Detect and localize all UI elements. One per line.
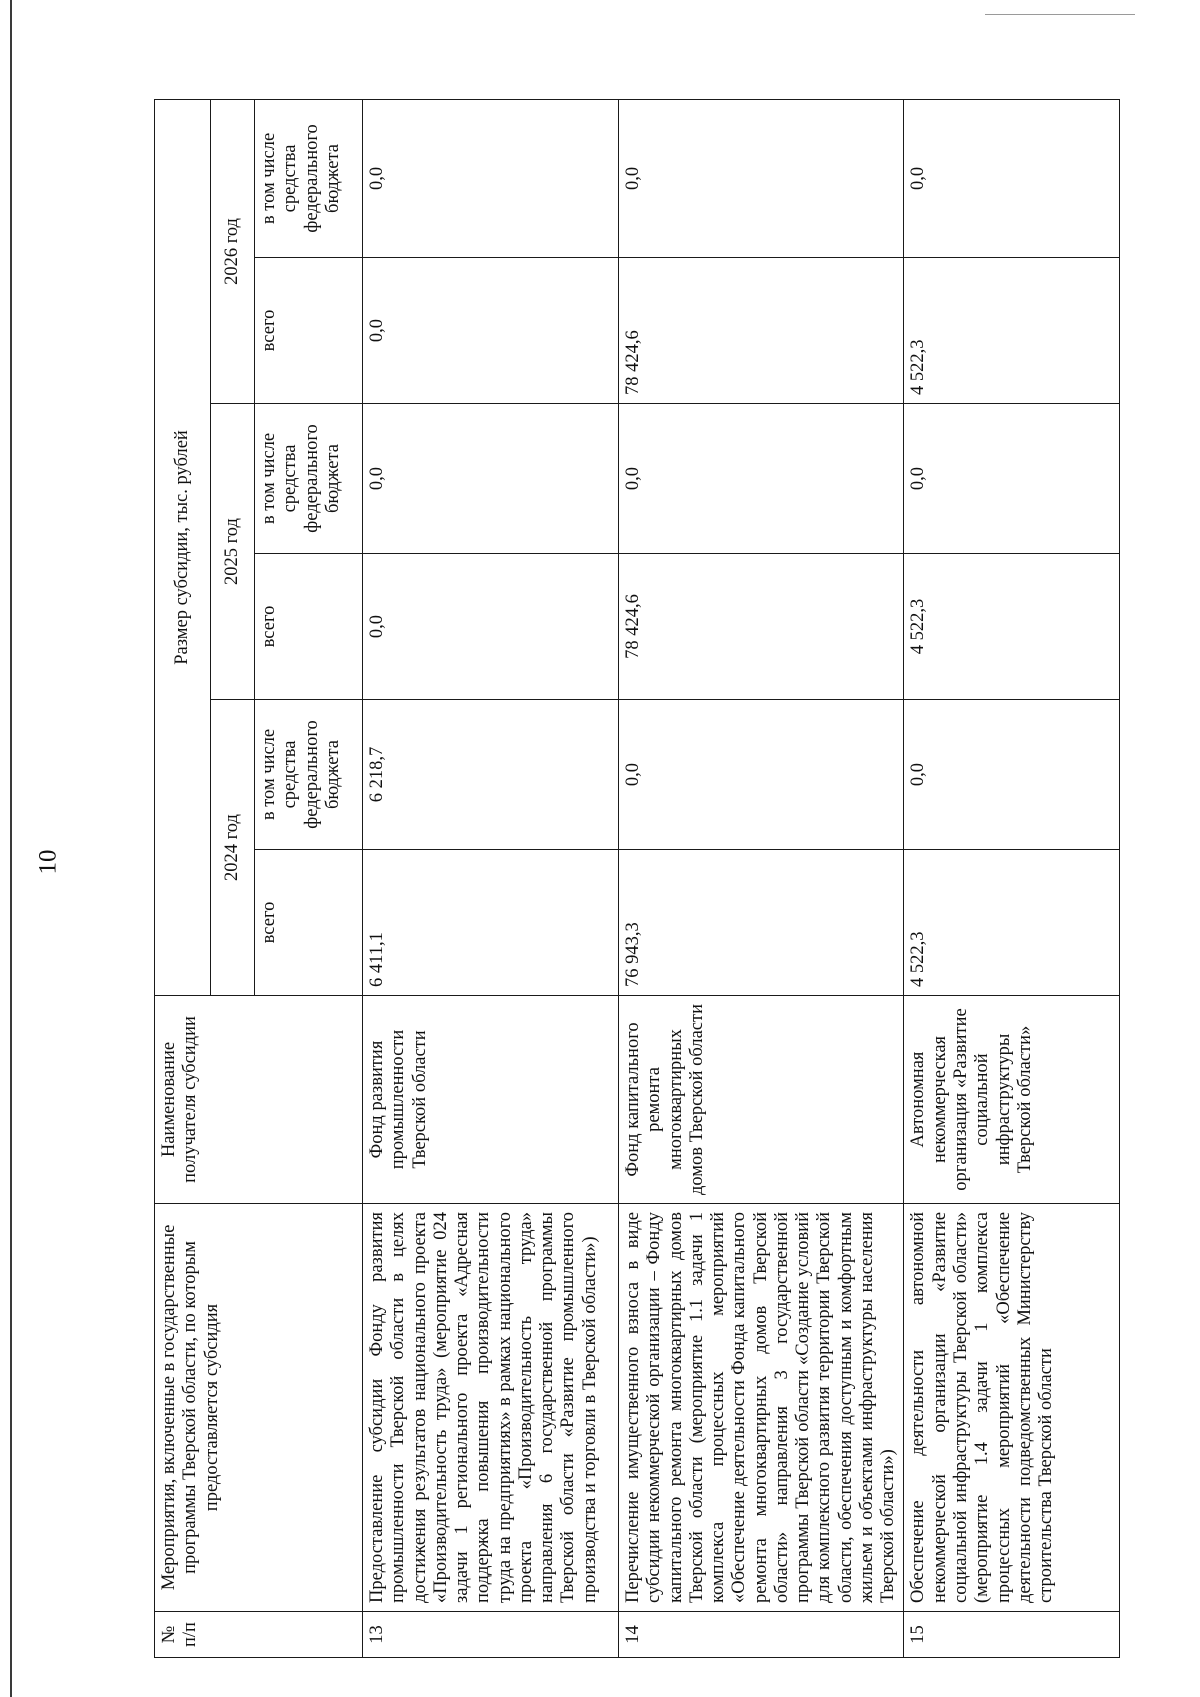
row-2025-total: 0,0 <box>363 554 619 700</box>
row-2025-federal: 0,0 <box>363 404 619 554</box>
row-2026-federal: 0,0 <box>619 99 904 257</box>
row-2025-federal: 0,0 <box>619 404 904 554</box>
row-recipient: Фонд капитального ремонта многоквартирных домов Тверской области <box>619 996 904 1204</box>
header-2024-total: всего <box>255 850 363 996</box>
header-year-2024: 2024 год <box>211 700 255 996</box>
header-num: № п/п <box>155 1612 363 1658</box>
row-2024-total: 4 522,3 <box>904 850 1120 996</box>
row-2025-federal: 0,0 <box>904 404 1120 554</box>
row-num: 13 <box>363 1612 619 1658</box>
subsidy-table <box>154 99 1120 1658</box>
scan-edge-line <box>10 0 12 1697</box>
row-2026-federal: 0,0 <box>904 99 1120 257</box>
row-recipient: Автономная некоммерческая организация «Развитие социальной инфраструктуры Тверской области» <box>904 996 1120 1204</box>
header-2024-federal: в том числе средства федерального бюджета <box>255 700 363 850</box>
rotated-table-wrapper <box>154 100 1116 1658</box>
row-2025-total: 4 522,3 <box>904 554 1120 700</box>
row-2026-total: 4 522,3 <box>904 258 1120 404</box>
header-year-2026: 2026 год <box>211 99 255 403</box>
row-2024-federal: 0,0 <box>904 700 1120 850</box>
row-2025-total: 78 424,6 <box>619 554 904 700</box>
header-activity: Мероприятия, включенные в государственные программы Тверской области, по которым предоставляется субсидия <box>155 1204 363 1612</box>
page-number: 10 <box>34 849 62 875</box>
row-2024-total: 6 411,1 <box>363 850 619 996</box>
header-2025-federal: в том числе средства федерального бюджета <box>255 404 363 554</box>
header-recipient: Наименование получателя субсидии <box>155 996 363 1204</box>
row-activity: Перечисление имущественного взноса в виде субсидии некоммерческой организации – Фонду капитального ремонта многоквартирных домов Тверской области (мероприятие 1.1 задачи 1 комплекса процессных мероприятий «Обеспечение деятельности Фонда капитального ремонта многоквартирных домов Тверской области» направления 3 государственной программы Тверской области «Создание условий для комплексного развития территории Тверской области, обеспечения доступным и комфортным жильем и объектами инфраструктуры населения Тверской области») <box>619 1204 904 1612</box>
table-row <box>619 99 904 1657</box>
row-2026-federal: 0,0 <box>363 99 619 257</box>
header-subsidy-size: Размер субсидии, тыс. рублей <box>155 99 211 995</box>
table-row <box>363 99 619 1657</box>
header-year-2025: 2025 год <box>211 404 255 700</box>
header-2026-federal: в том числе средства федерального бюджета <box>255 99 363 257</box>
row-2024-federal: 0,0 <box>619 700 904 850</box>
row-num: 15 <box>904 1612 1120 1658</box>
row-num: 14 <box>619 1612 904 1658</box>
table-row <box>904 99 1120 1657</box>
row-2024-federal: 6 218,7 <box>363 700 619 850</box>
header-2025-total: всего <box>255 554 363 700</box>
row-2026-total: 78 424,6 <box>619 258 904 404</box>
row-2024-total: 76 943,3 <box>619 850 904 996</box>
scan-top-rule <box>985 14 1135 15</box>
row-activity: Обеспечение деятельности автономной некоммерческой организации «Развитие социальной инфраструктуры Тверской области» (мероприятие 1.4 задачи 1 комплекса процессных мероприятий «Обеспечение деятельности подведомственных Министерству строительства Тверской области <box>904 1204 1120 1612</box>
row-2026-total: 0,0 <box>363 258 619 404</box>
header-2026-total: всего <box>255 258 363 404</box>
row-activity: Предоставление субсидии Фонду развития промышленности Тверской области в целях достижения результатов национального проекта «Производительность труда» (мероприятие 024 задачи 1 регионального проекта «Адресная поддержка повышения производительности труда на предприятиях» в рамках национального проекта «Производительность труда» направления 6 государственной программы Тверской области «Развитие промышленного производства и торговли в Тверской области») <box>363 1204 619 1612</box>
row-recipient: Фонд развития промышленности Тверской области <box>363 996 619 1204</box>
